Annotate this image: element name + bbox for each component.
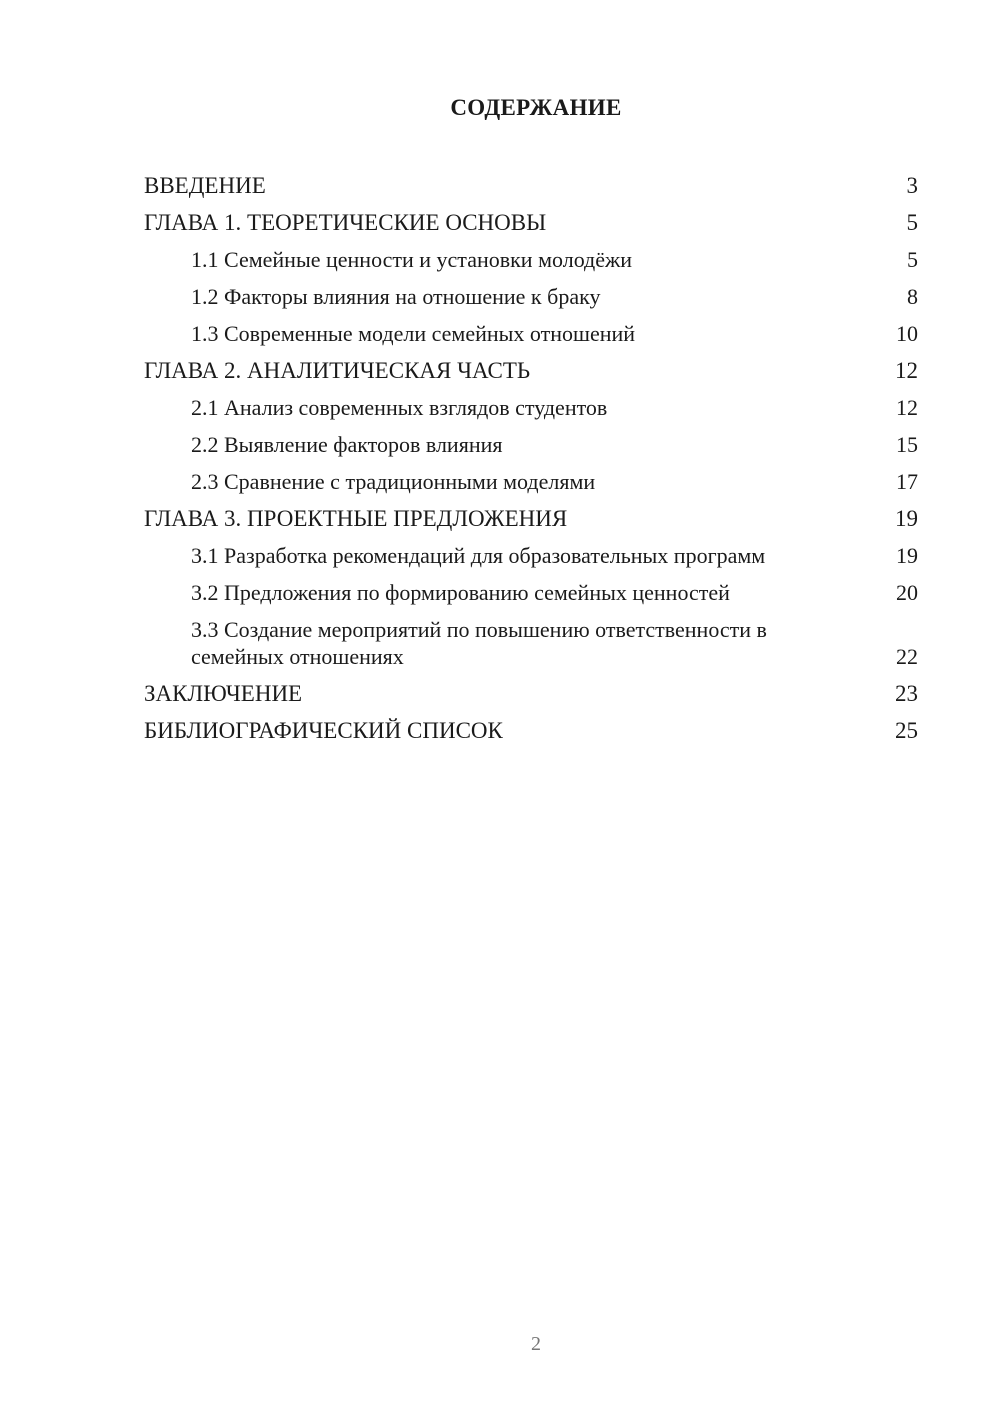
toc-entry-page: 20: [896, 580, 918, 605]
toc-entry-label: 2.2 Выявление факторов влияния: [191, 432, 503, 457]
toc-entry-page: 10: [896, 321, 918, 346]
toc-entry[interactable]: [144, 389, 918, 426]
toc-entry-page: 12: [895, 358, 918, 383]
toc-entry[interactable]: [144, 241, 918, 278]
toc-entry-page: 5: [907, 247, 918, 272]
toc-entry[interactable]: [144, 675, 918, 712]
toc-entry-label: 3.2 Предложения по формированию семейных ценностей: [191, 580, 730, 605]
toc-entry[interactable]: [144, 537, 918, 574]
toc-entry[interactable]: [144, 463, 918, 500]
toc-entry-page: 5: [906, 210, 918, 235]
toc-entry-label: БИБЛИОГРАФИЧЕСКИЙ СПИСОК: [144, 718, 503, 743]
toc-entry[interactable]: [144, 574, 918, 611]
toc-entry-label: ВВЕДЕНИЕ: [144, 173, 266, 198]
toc-entry-label: 2.3 Сравнение с традиционными моделями: [191, 469, 596, 494]
toc-entry-page: 17: [896, 469, 918, 494]
toc-entry-page: 19: [895, 506, 918, 531]
toc-entry[interactable]: [144, 611, 918, 675]
toc-entry-page: 3: [906, 173, 918, 198]
table-of-contents: [144, 167, 918, 749]
toc-entry-label: 3.3 Создание мероприятий по повышению ответственности в семейных отношениях: [191, 617, 767, 669]
toc-entry-label: 1.1 Семейные ценности и установки молодёжи: [191, 247, 632, 272]
toc-entry-label: ГЛАВА 3. ПРОЕКТНЫЕ ПРЕДЛОЖЕНИЯ: [144, 506, 568, 531]
toc-entry-page: 25: [895, 718, 918, 743]
toc-entry[interactable]: [144, 167, 918, 204]
toc-entry-label: 1.3 Современные модели семейных отношений: [191, 321, 636, 346]
toc-entry[interactable]: [144, 315, 918, 352]
toc-entry-label: ЗАКЛЮЧЕНИЕ: [144, 681, 303, 706]
toc-entry[interactable]: [144, 426, 918, 463]
page-number: 2: [531, 1333, 541, 1355]
toc-entry-label: 1.2 Факторы влияния на отношение к браку: [191, 284, 601, 309]
toc-entry-page: 15: [896, 432, 918, 457]
toc-entry[interactable]: [144, 278, 918, 315]
toc-entry-page: 23: [895, 681, 918, 706]
toc-entry-page: 12: [896, 395, 918, 420]
toc-entry[interactable]: [144, 204, 918, 241]
toc-entry-label: ГЛАВА 2. АНАЛИТИЧЕСКАЯ ЧАСТЬ: [144, 358, 531, 383]
toc-entry[interactable]: [144, 500, 918, 537]
page-title: СОДЕРЖАНИЕ: [450, 95, 622, 120]
toc-entry-label: ГЛАВА 1. ТЕОРЕТИЧЕСКИЕ ОСНОВЫ: [144, 210, 547, 235]
toc-entry[interactable]: [144, 352, 918, 389]
toc-entry-page: 8: [907, 284, 918, 309]
toc-entry-page: 19: [896, 543, 918, 568]
toc-entry-label: 2.1 Анализ современных взглядов студентов: [191, 395, 608, 420]
toc-entry-page: 22: [896, 644, 918, 669]
toc-entry[interactable]: [144, 712, 918, 749]
toc-entry-label: 3.1 Разработка рекомендаций для образовательных программ: [191, 543, 766, 568]
